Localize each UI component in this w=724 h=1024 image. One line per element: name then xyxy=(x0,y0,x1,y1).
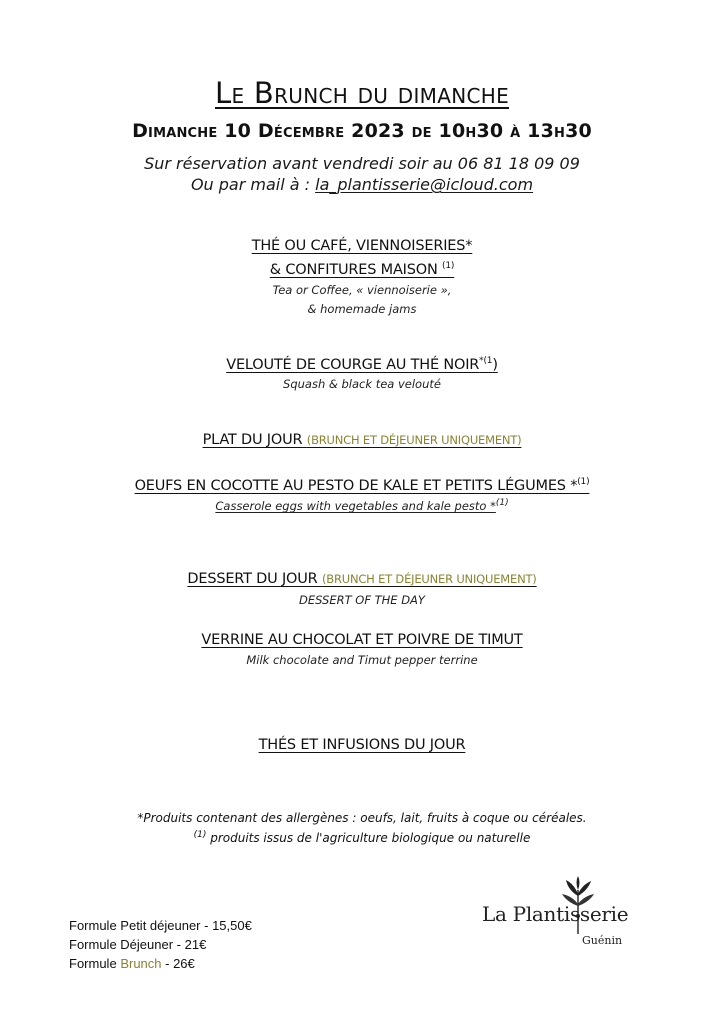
soup-name xyxy=(0,356,724,373)
teas-line xyxy=(0,737,724,753)
dessert-heading xyxy=(0,571,724,587)
allergen-text: *Produits contenant des allergènes : oeufs, lait, fruits à coque ou céréales. xyxy=(137,811,587,825)
mail-prefix: Ou par mail à : xyxy=(190,175,311,194)
starter-line1 xyxy=(0,238,724,254)
formule-label: Formule xyxy=(69,956,117,971)
formule-dejeuner: Formule Déjeuner - 21€ xyxy=(69,937,207,952)
date-text: Dimanche 10 Décembre 2023 de 10h30 à 13h30 xyxy=(132,120,592,142)
plat-heading-text: PLAT DU JOUR xyxy=(202,432,303,448)
organic-note xyxy=(0,830,724,845)
event-date xyxy=(0,120,724,142)
reservation-line xyxy=(0,154,724,173)
dessert-name-text: VERRINE AU CHOCOLAT ET POIVRE DE TIMUT xyxy=(201,632,523,648)
formules-list xyxy=(69,916,252,973)
soup-desc-text: Squash & black tea velouté xyxy=(283,377,441,391)
formule-price: 26€ xyxy=(173,956,195,971)
starter-desc1-text: Tea or Coffee, « viennoiserie », xyxy=(272,283,452,297)
plat-desc-note: (1) xyxy=(495,498,509,508)
teas-text: THÉS ET INFUSIONS DU JOUR xyxy=(258,737,466,753)
formule-price: 15,50€ xyxy=(212,918,252,933)
title-text: Le Brunch du dimanche xyxy=(214,76,510,110)
dessert-desc-text: Milk chocolate and Timut pepper terrine xyxy=(246,653,478,667)
formule-price: 21€ xyxy=(184,937,207,952)
mail-line xyxy=(0,175,724,194)
dessert-qualifier: (BRUNCH ET DÉJEUNER UNIQUEMENT) xyxy=(321,572,537,586)
dessert-heading-text: DESSERT DU JOUR xyxy=(187,571,318,587)
logo-name: La Plantisserie xyxy=(482,902,629,926)
starter-desc1 xyxy=(0,283,724,297)
dessert-subheading xyxy=(0,593,724,607)
formule-petit-dejeuner: Formule Petit déjeuner - 15,50€ xyxy=(69,918,252,933)
mail-link[interactable]: la_plantisserie@icloud.com xyxy=(315,175,534,194)
formule-label: Formule Déjeuner xyxy=(69,937,174,952)
page-title xyxy=(0,76,724,110)
dessert-name xyxy=(0,632,724,648)
soup-name-text: VELOUTÉ DE COURGE AU THÉ NOIR xyxy=(226,356,480,373)
starter-desc2-text: & homemade jams xyxy=(307,302,417,316)
dessert-subheading-text: DESSERT OF THE DAY xyxy=(299,593,425,607)
soup-desc xyxy=(0,377,724,391)
plat-desc-text: Casserole eggs with vegetables and kale pesto * xyxy=(215,498,496,513)
starter-line2-text: & CONFITURES MAISON xyxy=(269,261,438,278)
plat-name-text: OEUFS EN COCOTTE AU PESTO DE KALE ET PETITS LÉGUMES * xyxy=(134,477,578,494)
starter-desc2 xyxy=(0,302,724,316)
organic-mark: (1) xyxy=(193,830,207,840)
plat-qualifier: (BRUNCH ET DÉJEUNER UNIQUEMENT) xyxy=(306,433,522,447)
plat-desc xyxy=(0,498,724,513)
starter-note: (1) xyxy=(442,261,455,271)
organic-text: produits issus de l'agriculture biologique ou naturelle xyxy=(206,831,531,845)
plantisserie-logo xyxy=(482,876,642,966)
plat-name xyxy=(0,477,724,494)
formule-highlight: Brunch xyxy=(120,956,162,971)
logo-subtitle: Guénin xyxy=(582,934,623,947)
dessert-desc xyxy=(0,653,724,667)
formule-brunch: Formule Brunch - 26€ xyxy=(69,956,195,971)
starter-line1-text: THÉ OU CAFÉ, VIENNOISERIES* xyxy=(251,238,473,254)
plat-heading xyxy=(0,432,724,448)
formule-label: Formule Petit déjeuner xyxy=(69,918,201,933)
starter-line2 xyxy=(0,261,724,278)
allergen-note xyxy=(0,811,724,825)
plat-note: (1) xyxy=(577,477,590,487)
reservation-text: Sur réservation avant vendredi soir au 06 81 18 09 09 xyxy=(144,154,580,173)
soup-closing: ) xyxy=(492,356,498,373)
soup-note: *(1 xyxy=(479,356,493,366)
